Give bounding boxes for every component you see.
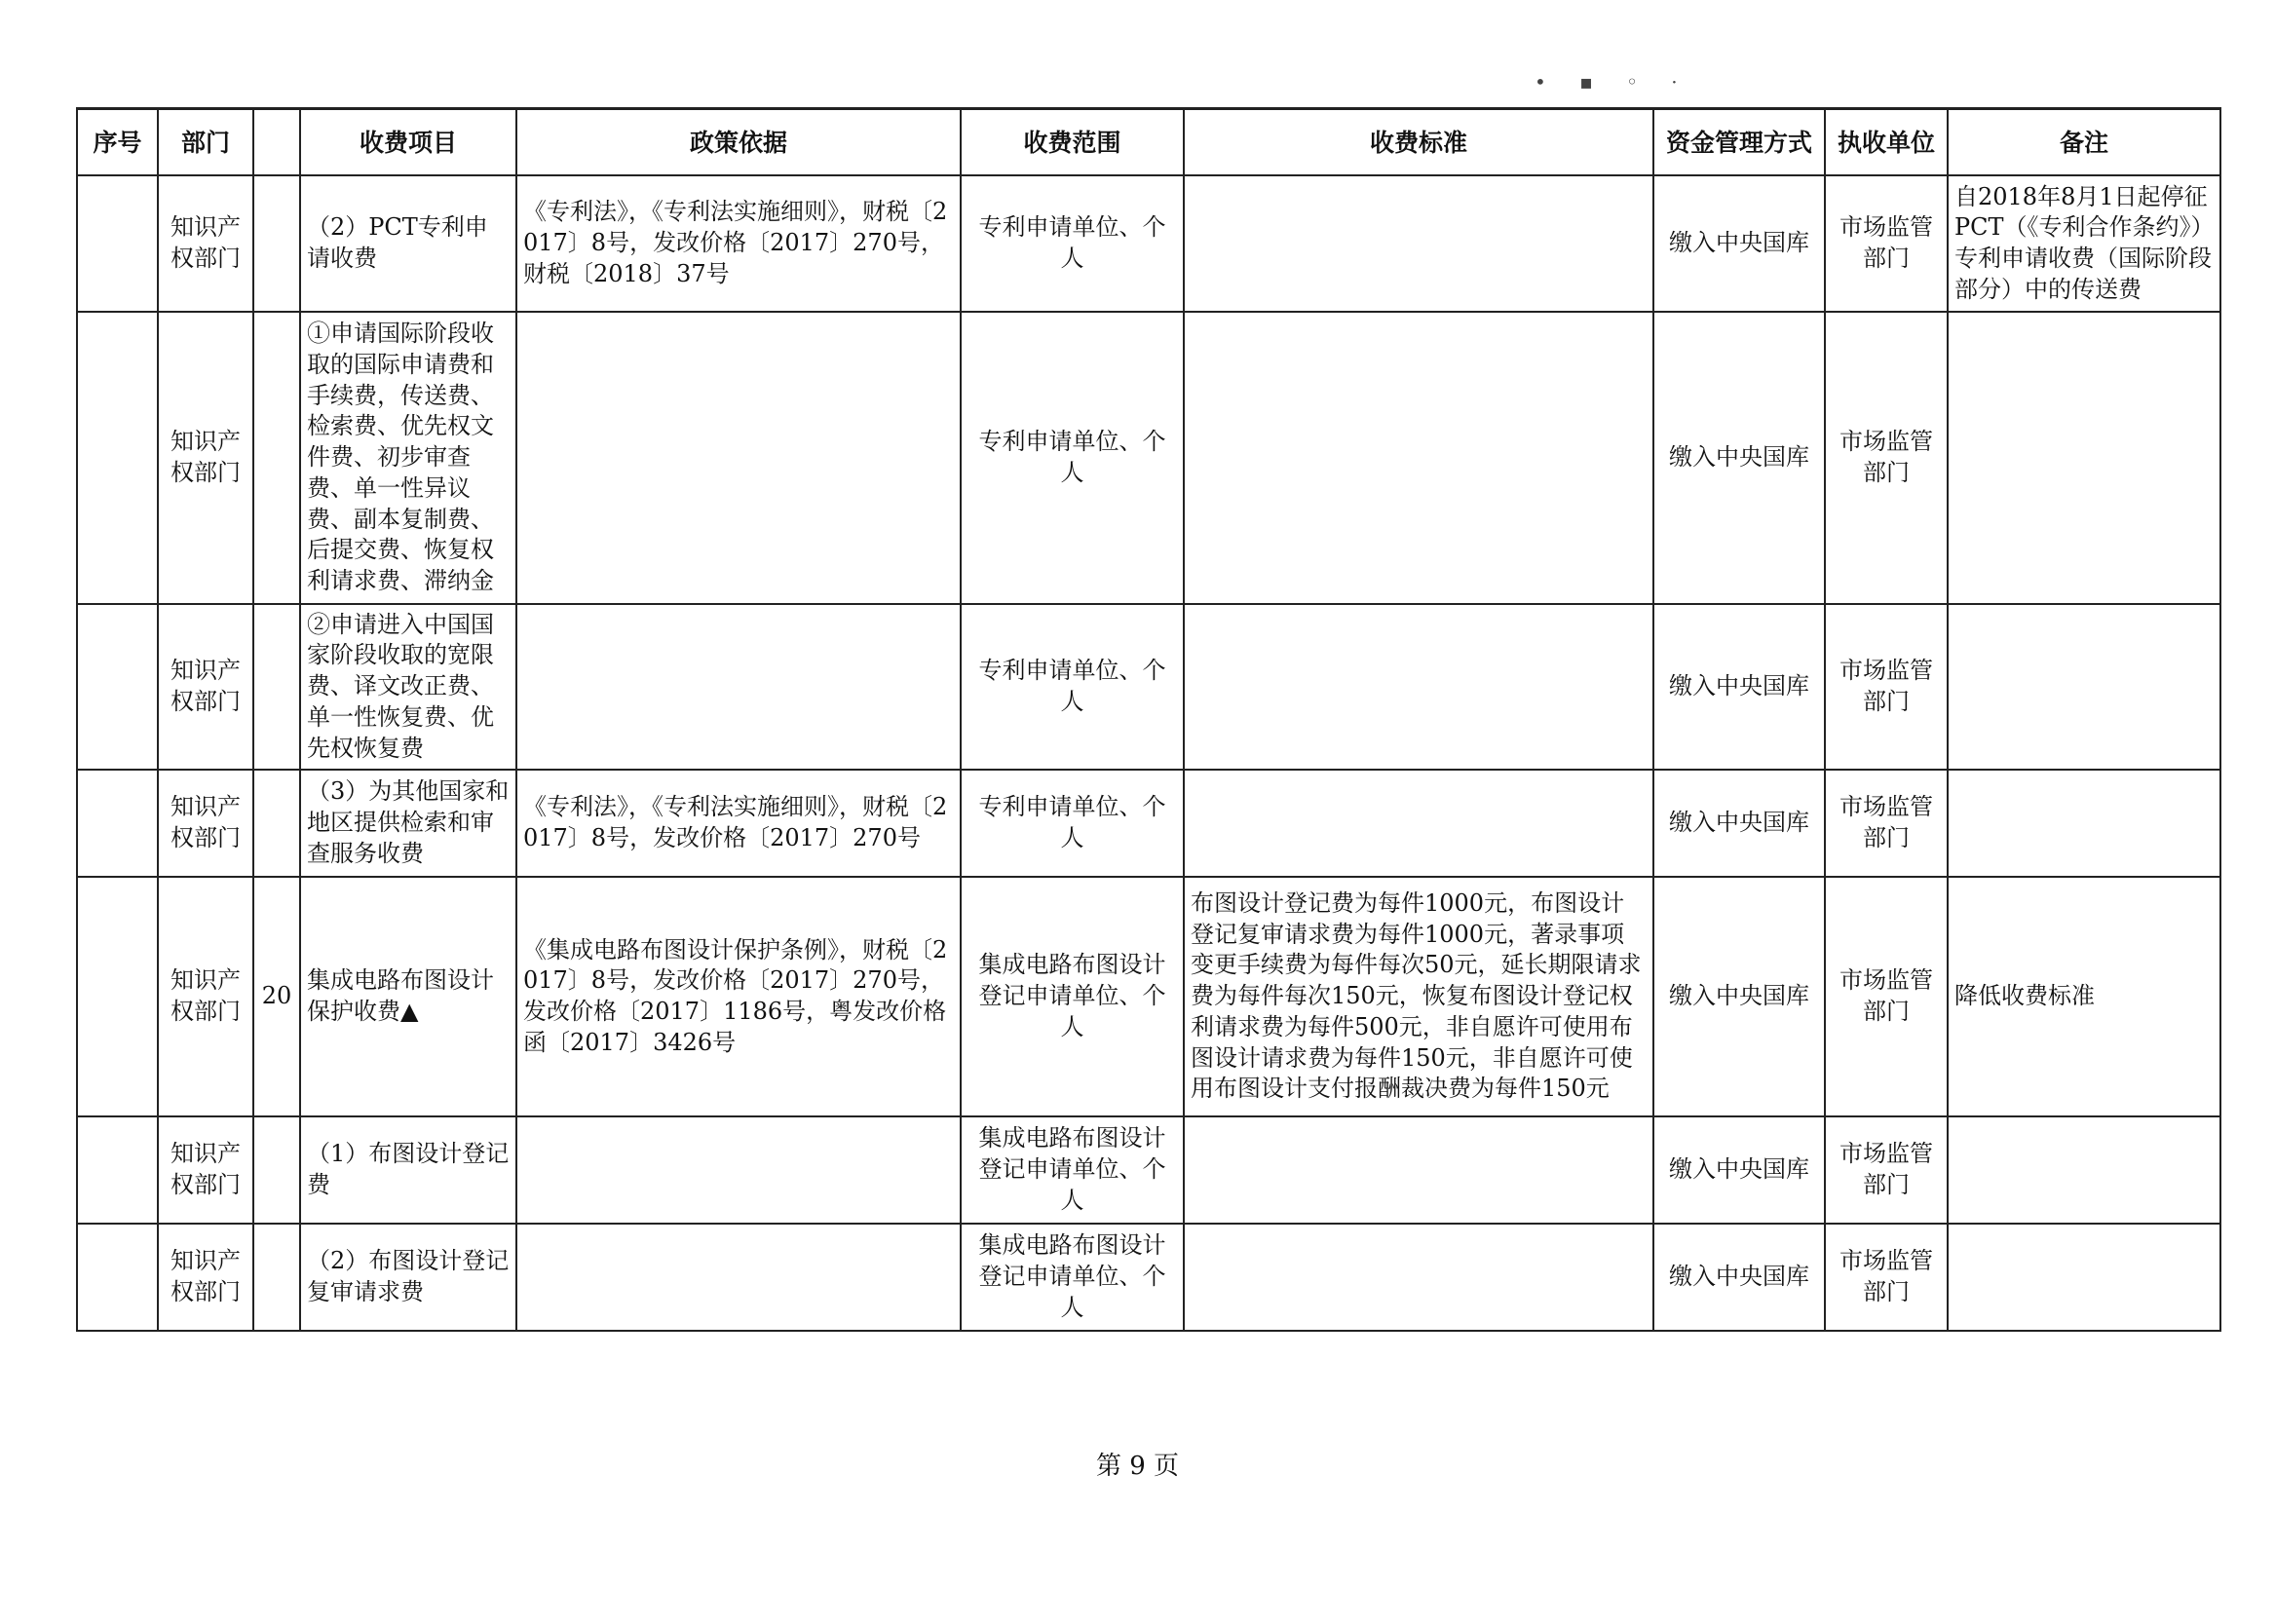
- header-standard: 收费标准: [1184, 109, 1653, 176]
- header-scope: 收费范围: [961, 109, 1184, 176]
- cell-dept: 知识产权部门: [158, 1116, 253, 1224]
- cell-scope: 专利申请单位、个人: [961, 604, 1184, 770]
- cell-fund: 缴入中央国库: [1653, 1224, 1825, 1331]
- cell-note: 自2018年8月1日起停征PCT（《专利合作条约》）专利申请收费（国际阶段部分）中的传送费: [1948, 175, 2220, 312]
- cell-unit: 市场监管部门: [1825, 1116, 1948, 1224]
- header-fund: 资金管理方式: [1653, 109, 1825, 176]
- cell-scope: 专利申请单位、个人: [961, 770, 1184, 877]
- scan-specks: • ▪ ◦ ·: [1535, 70, 1691, 94]
- table-row: [77, 312, 2220, 604]
- cell-note: [1948, 1116, 2220, 1224]
- cell-note: [1948, 770, 2220, 877]
- table-row: [77, 877, 2220, 1116]
- cell-dept: 知识产权部门: [158, 175, 253, 312]
- header-seq: 序号: [77, 109, 158, 176]
- table-row: [77, 1116, 2220, 1224]
- cell-scope: 集成电路布图设计登记申请单位、个人: [961, 1116, 1184, 1224]
- cell-dept: 知识产权部门: [158, 877, 253, 1116]
- cell-unit: 市场监管部门: [1825, 1224, 1948, 1331]
- cell-num: [253, 175, 300, 312]
- cell-item: （1）布图设计登记费: [300, 1116, 516, 1224]
- table-header-row: [77, 109, 2220, 176]
- cell-item: ②申请进入中国国家阶段收取的宽限费、译文改正费、单一性恢复费、优先权恢复费: [300, 604, 516, 770]
- fee-table: [76, 107, 2221, 1332]
- cell-seq: [77, 770, 158, 877]
- table-row: [77, 770, 2220, 877]
- cell-basis: [516, 1224, 961, 1331]
- cell-scope: 集成电路布图设计登记申请单位、个人: [961, 877, 1184, 1116]
- cell-item: （2）布图设计登记复审请求费: [300, 1224, 516, 1331]
- cell-unit: 市场监管部门: [1825, 604, 1948, 770]
- cell-standard: [1184, 312, 1653, 604]
- header-num: [253, 109, 300, 176]
- cell-unit: 市场监管部门: [1825, 175, 1948, 312]
- cell-note: [1948, 312, 2220, 604]
- header-item: 收费项目: [300, 109, 516, 176]
- cell-note: [1948, 1224, 2220, 1331]
- cell-seq: [77, 1116, 158, 1224]
- cell-basis: [516, 604, 961, 770]
- cell-seq: [77, 175, 158, 312]
- cell-standard: 布图设计登记费为每件1000元，布图设计登记复审请求费为每件1000元，著录事项变更手续费为每件每次50元，延长期限请求费为每件每次150元，恢复布图设计登记权利请求费为每件500元，非自愿许可使用布图设计请求费为每件150元，非自愿许可使用布图设计支付报酬裁决费为每件150元: [1184, 877, 1653, 1116]
- cell-standard: [1184, 1224, 1653, 1331]
- cell-note: 降低收费标准: [1948, 877, 2220, 1116]
- cell-seq: [77, 877, 158, 1116]
- cell-seq: [77, 312, 158, 604]
- cell-fund: 缴入中央国库: [1653, 877, 1825, 1116]
- cell-scope: 专利申请单位、个人: [961, 312, 1184, 604]
- cell-unit: 市场监管部门: [1825, 312, 1948, 604]
- cell-dept: 知识产权部门: [158, 312, 253, 604]
- table-row: [77, 1224, 2220, 1331]
- cell-item: ①申请国际阶段收取的国际申请费和手续费，传送费、检索费、优先权文件费、初步审查费、单一性异议费、副本复制费、后提交费、恢复权利请求费、滞纳金: [300, 312, 516, 604]
- header-note: 备注: [1948, 109, 2220, 176]
- cell-fund: 缴入中央国库: [1653, 312, 1825, 604]
- page-number: 第 9 页: [1095, 1452, 1180, 1481]
- cell-basis: [516, 1116, 961, 1224]
- cell-standard: [1184, 770, 1653, 877]
- cell-dept: 知识产权部门: [158, 1224, 253, 1331]
- cell-standard: [1184, 1116, 1653, 1224]
- header-basis: 政策依据: [516, 109, 961, 176]
- cell-basis: 《专利法》，《专利法实施细则》，财税〔2017〕8号，发改价格〔2017〕270号，财税〔2018〕37号: [516, 175, 961, 312]
- cell-num: [253, 604, 300, 770]
- cell-fund: 缴入中央国库: [1653, 770, 1825, 877]
- cell-scope: 集成电路布图设计登记申请单位、个人: [961, 1224, 1184, 1331]
- cell-item: （2）PCT专利申请收费: [300, 175, 516, 312]
- header-unit: 执收单位: [1825, 109, 1948, 176]
- cell-unit: 市场监管部门: [1825, 877, 1948, 1116]
- cell-standard: [1184, 175, 1653, 312]
- cell-dept: 知识产权部门: [158, 770, 253, 877]
- cell-num: [253, 1224, 300, 1331]
- cell-num: [253, 770, 300, 877]
- cell-num: [253, 1116, 300, 1224]
- cell-fund: 缴入中央国库: [1653, 604, 1825, 770]
- cell-fund: 缴入中央国库: [1653, 175, 1825, 312]
- cell-scope: 专利申请单位、个人: [961, 175, 1184, 312]
- cell-seq: [77, 1224, 158, 1331]
- cell-num: [253, 312, 300, 604]
- cell-dept: 知识产权部门: [158, 604, 253, 770]
- cell-unit: 市场监管部门: [1825, 770, 1948, 877]
- cell-item: （3）为其他国家和地区提供检索和审查服务收费: [300, 770, 516, 877]
- cell-seq: [77, 604, 158, 770]
- cell-fund: 缴入中央国库: [1653, 1116, 1825, 1224]
- table-row: [77, 175, 2220, 312]
- cell-item: 集成电路布图设计保护收费▲: [300, 877, 516, 1116]
- cell-standard: [1184, 604, 1653, 770]
- cell-basis: 《专利法》，《专利法实施细则》，财税〔2017〕8号，发改价格〔2017〕270号: [516, 770, 961, 877]
- table-row: [77, 604, 2220, 770]
- header-dept: 部门: [158, 109, 253, 176]
- cell-basis: [516, 312, 961, 604]
- cell-num: 20: [253, 877, 300, 1116]
- cell-basis: 《集成电路布图设计保护条例》，财税〔2017〕8号，发改价格〔2017〕270号，发改价格〔2017〕1186号，粤发改价格函〔2017〕3426号: [516, 877, 961, 1116]
- cell-note: [1948, 604, 2220, 770]
